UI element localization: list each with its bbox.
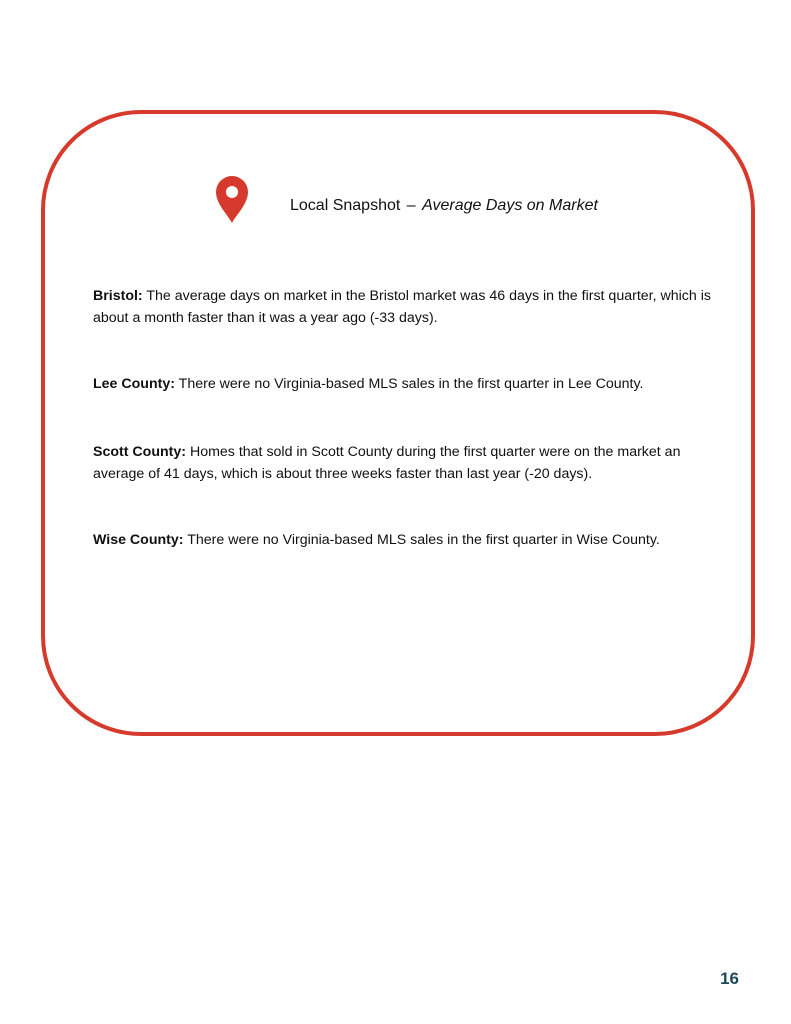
entry-text: There were no Virginia-based MLS sales in the first quarter in Wise County.: [187, 532, 660, 548]
entry-wise-county: [93, 529, 711, 551]
page-number: 16: [720, 969, 739, 988]
entry-label: Scott County:: [93, 444, 186, 460]
entry-bristol: [93, 285, 711, 329]
snapshot-header: [215, 176, 635, 224]
entry-label: Lee County:: [93, 376, 175, 392]
entry-scott-county: [93, 441, 711, 485]
entry-label: Wise County:: [93, 532, 184, 548]
snapshot-title-subject: Average Days on Market: [422, 197, 598, 214]
entry-label: Bristol:: [93, 288, 143, 304]
entry-lee-county: [93, 373, 711, 395]
snapshot-title-dash: –: [406, 197, 416, 214]
snapshot-title: [290, 196, 598, 216]
map-pin-icon: [215, 176, 249, 224]
entry-text: Homes that sold in Scott County during the first quarter were on the market an average of 41 days, which is about three weeks faster than last year (-20 days).: [93, 444, 681, 482]
entry-text: The average days on market in the Bristol market was 46 days in the first quarter, which is about a month faster than it was a year ago (-33 days).: [93, 288, 711, 326]
entry-text: There were no Virginia-based MLS sales in the first quarter in Lee County.: [178, 376, 644, 392]
snapshot-title-prefix: Local Snapshot: [290, 197, 401, 214]
